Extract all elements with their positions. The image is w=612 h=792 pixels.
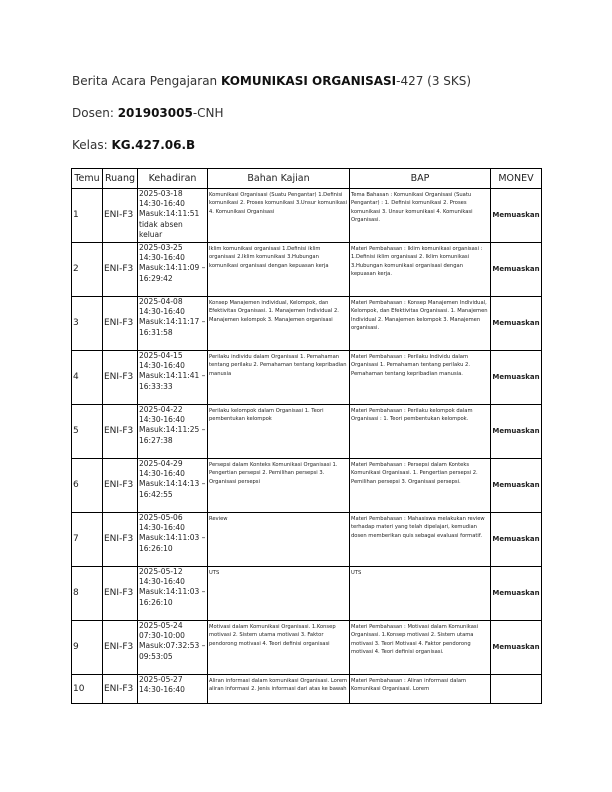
cell-bap: Materi Pembahasan : Mahasiswa melakukan review terhadap materi yang telah dipelajari, kemudian dosen memberikan quis sebagai evaluasi formatif. (350, 513, 491, 567)
table-row (72, 243, 542, 297)
cell-bap: Materi Pembahasan : Aliran informasi dalam Komunikasi Organisasi. Lorem (350, 675, 491, 704)
lecturer-id: 201903005 (117, 106, 193, 120)
cell-monev: Memuaskan (491, 621, 542, 675)
cell-monev: Memuaskan (491, 459, 542, 513)
cell-ruang: ENI-F3 (103, 567, 138, 621)
cell-temu: 4 (72, 351, 103, 405)
cell-kehadiran: 2025-04-15 14:30-16:40 Masuk:14:11:41 – 16:33:33 (138, 351, 208, 405)
cell-bap: Materi Pembahasan : Persepsi dalam Konteks Komunikasi Organisasi. 1. Pengertian persepsi 2. Pemilihan persepsi 3. Organisasi persepsi. (350, 459, 491, 513)
cell-temu: 8 (72, 567, 103, 621)
col-header-temu: Temu (72, 169, 103, 189)
course-code: -427 (3 SKS) (396, 74, 472, 88)
table-row (72, 297, 542, 351)
cell-monev: Memuaskan (491, 567, 542, 621)
cell-kehadiran: 2025-05-27 14:30-16:40 (138, 675, 208, 704)
cell-bahan-kajian: Komunikasi Organisasi (Suatu Pengantar) 1.Definisi komunikasi 2. Proses komunikasi 3.Unsur komunikasi 4. Komunikasi Organisasi (208, 189, 350, 243)
cell-kehadiran: 2025-05-12 14:30-16:40 Masuk:14:11:03 – 16:26:10 (138, 567, 208, 621)
class-code: KG.427.06.B (111, 138, 196, 152)
cell-bahan-kajian: UTS (208, 567, 350, 621)
cell-monev: Memuaskan (491, 297, 542, 351)
cell-temu: 7 (72, 513, 103, 567)
cell-bahan-kajian: Iklim komunikasi organisasi 1.Definisi iklim organisasi 2.Iklim komunikasi 3.Hubungan komunikasi organisasi dengan kepuasan kerja (208, 243, 350, 297)
lecturer-line (72, 106, 224, 120)
class-label: Kelas: (72, 138, 112, 152)
cell-monev: Memuaskan (491, 189, 542, 243)
title-prefix: Berita Acara Pengajaran (72, 74, 221, 88)
cell-monev: Memuaskan (491, 243, 542, 297)
cell-bahan-kajian: Review (208, 513, 350, 567)
cell-ruang: ENI-F3 (103, 459, 138, 513)
cell-ruang: ENI-F3 (103, 351, 138, 405)
cell-kehadiran: 2025-04-29 14:30-16:40 Masuk:14:14:13 – 16:42:55 (138, 459, 208, 513)
cell-monev: Memuaskan (491, 351, 542, 405)
cell-bahan-kajian: Perilaku individu dalam Organisasi 1. Pemahaman tentang perilaku 2. Pemahaman tentang kepribadian manusia (208, 351, 350, 405)
cell-ruang: ENI-F3 (103, 675, 138, 704)
cell-monev (491, 675, 542, 704)
cell-temu: 5 (72, 405, 103, 459)
col-header-kehadiran: Kehadiran (138, 169, 208, 189)
table-row (72, 513, 542, 567)
table-row (72, 621, 542, 675)
cell-bap: Materi Pembahasan : Iklim komunikasi organisasi : 1.Definisi iklim organisasi 2. Iklim komunikasi 3.Hubungan komunikasi organisasi dengan kepuasan kerja. (350, 243, 491, 297)
table-row (72, 675, 542, 704)
class-line (72, 138, 195, 152)
teaching-record-table (71, 168, 542, 704)
lecturer-label: Dosen: (72, 106, 118, 120)
cell-ruang: ENI-F3 (103, 621, 138, 675)
cell-bap: UTS (350, 567, 491, 621)
cell-kehadiran: 2025-05-24 07:30-10:00 Masuk:07:32:53 – 09:53:05 (138, 621, 208, 675)
col-header-bahan-kajian: Bahan Kajian (208, 169, 350, 189)
cell-bahan-kajian: Perilaku kelompok dalam Organisasi 1. Teori pembentukan kelompok (208, 405, 350, 459)
table-header-row (72, 169, 542, 189)
cell-kehadiran: 2025-04-22 14:30-16:40 Masuk:14:11:25 – 16:27:38 (138, 405, 208, 459)
cell-bahan-kajian: Persepsi dalam Konteks Komunikasi Organisasi 1. Pengertian persepsi 2. Pemilihan persepsi 3. Organisasi persepsi (208, 459, 350, 513)
cell-bap: Materi Pembahasan : Motivasi dalam Komunikasi Organisasi. 1.Konsep motivasi 2. Sistem utama motivasi 3. Teori Motivasi 4. Faktor pendorong motivasi 4. Teori definisi organisasi. (350, 621, 491, 675)
col-header-bap: BAP (350, 169, 491, 189)
cell-ruang: ENI-F3 (103, 297, 138, 351)
cell-temu: 3 (72, 297, 103, 351)
cell-ruang: ENI-F3 (103, 405, 138, 459)
cell-ruang: ENI-F3 (103, 189, 138, 243)
cell-kehadiran: 2025-03-25 14:30-16:40 Masuk:14:11:09 – 16:29:42 (138, 243, 208, 297)
cell-kehadiran: 2025-03-18 14:30-16:40 Masuk:14:11:51 tidak absen keluar (138, 189, 208, 243)
cell-bahan-kajian: Motivasi dalam Komunikasi Organisasi. 1.Konsep motivasi 2. Sistem utama motivasi 3. Faktor pendorong motivasi 4. Teori definisi organisasi (208, 621, 350, 675)
cell-ruang: ENI-F3 (103, 513, 138, 567)
course-title-line (72, 74, 471, 88)
cell-bap: Materi Pembahasan : Konsep Manajemen Individual, Kelompok, dan Efektivitas Organisasi. 1. Manajemen Individual 2. Manajemen kelompok 3. Manajemen organisasi. (350, 297, 491, 351)
cell-temu: 9 (72, 621, 103, 675)
cell-kehadiran: 2025-05-06 14:30-16:40 Masuk:14:11:03 – 16:26:10 (138, 513, 208, 567)
table-row (72, 351, 542, 405)
cell-monev: Memuaskan (491, 405, 542, 459)
course-name: KOMUNIKASI ORGANISASI (220, 74, 397, 88)
cell-ruang: ENI-F3 (103, 243, 138, 297)
cell-bap: Materi Pembahasan : Perilaku Individu dalam Organisasi 1. Pemahaman tentang perilaku 2. Pemahaman tentang kepribadian manusia. (350, 351, 491, 405)
cell-kehadiran: 2025-04-08 14:30-16:40 Masuk:14:11:17 – 16:31:58 (138, 297, 208, 351)
cell-temu: 10 (72, 675, 103, 704)
cell-monev: Memuaskan (491, 513, 542, 567)
cell-bahan-kajian: Konsep Manajemen individual, Kelompok, dan Efektivitas Organisasi. 1. Manajemen Individual 2. Manajemen kelompok 3. Manajemen organisasi (208, 297, 350, 351)
col-header-ruang: Ruang (103, 169, 138, 189)
cell-bap: Tema Bahasan : Komunikasi Organisasi (Suatu Pengantar) : 1. Definisi komunikasi 2. Proses komunikasi 3. Unsur komunikasi 4. Komunikasi Organisasi. (350, 189, 491, 243)
cell-temu: 1 (72, 189, 103, 243)
cell-temu: 2 (72, 243, 103, 297)
table-row (72, 567, 542, 621)
lecturer-code: -CNH (192, 106, 224, 120)
table-row (72, 405, 542, 459)
cell-bahan-kajian: Aliran informasi dalam komunikasi Organisasi. Lorem aliran informasi 2. Jenis informasi dari atas ke bawah (208, 675, 350, 704)
table-row (72, 189, 542, 243)
table-row (72, 459, 542, 513)
col-header-monev: MONEV (491, 169, 542, 189)
cell-bap: Materi Pembahasan : Perilaku kelompok dalam Organisasi : 1. Teori pembentukan kelompok. (350, 405, 491, 459)
cell-temu: 6 (72, 459, 103, 513)
